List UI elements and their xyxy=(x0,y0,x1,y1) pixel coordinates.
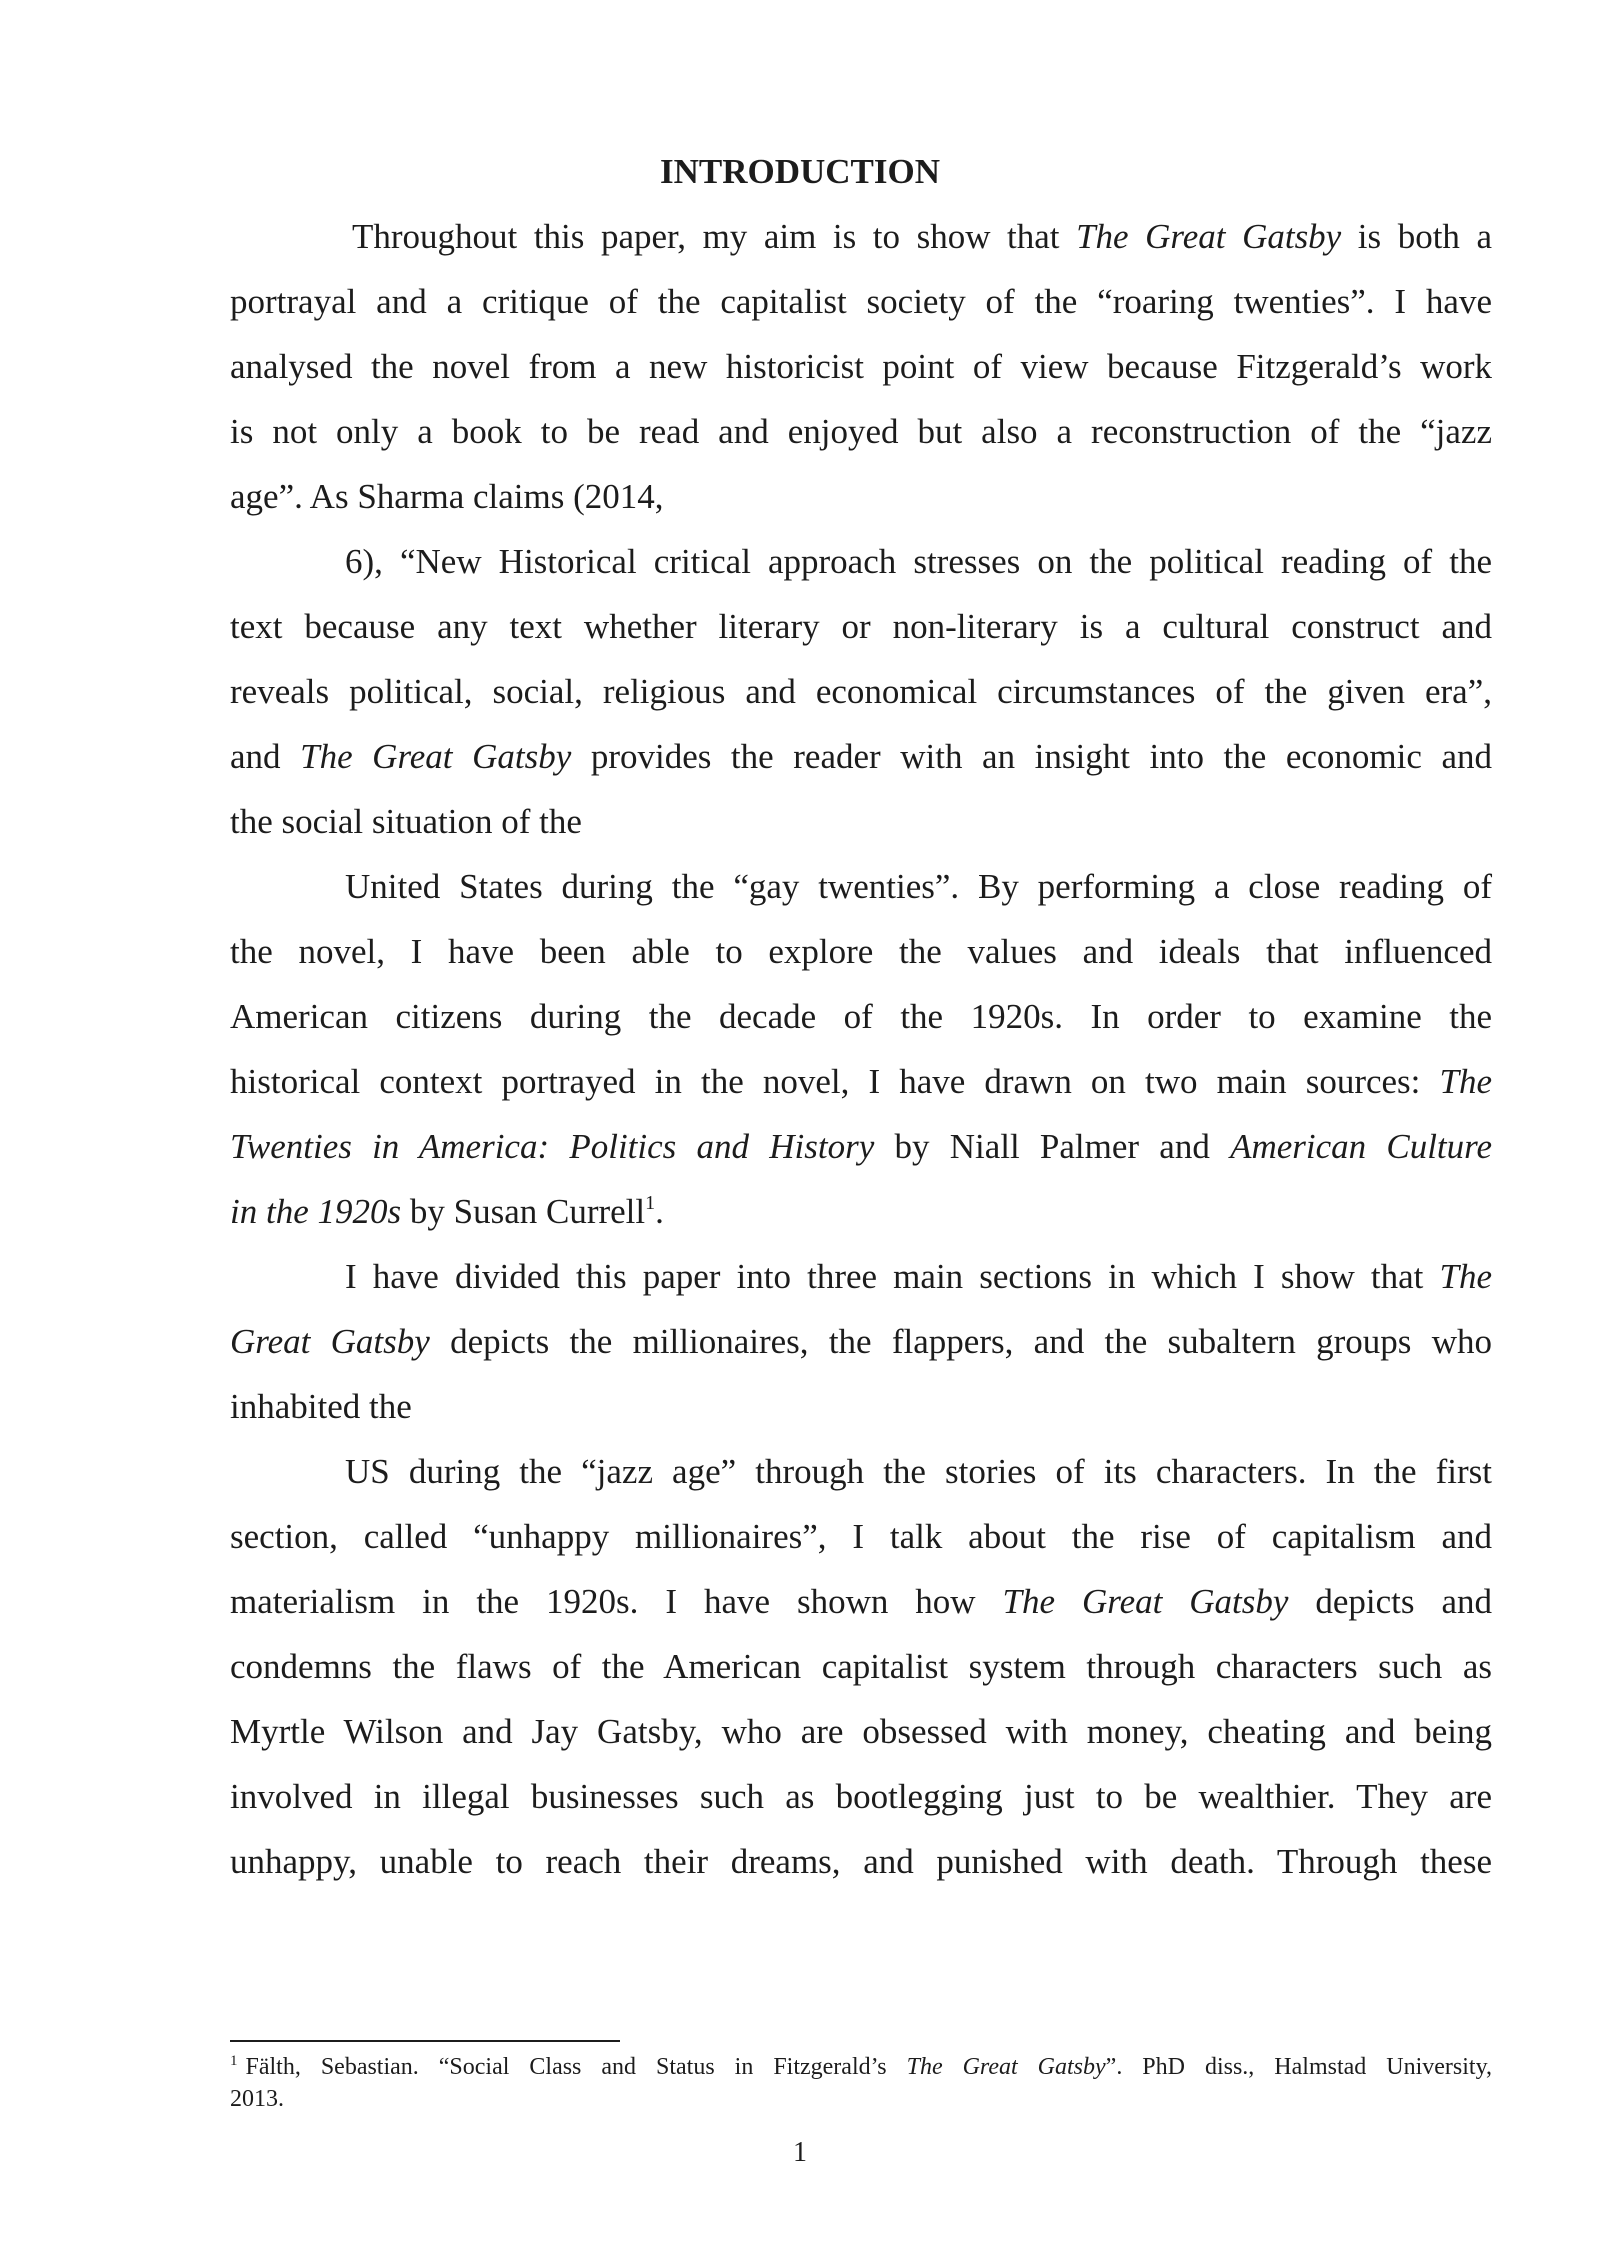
paragraph-5-line-7: unhappy, unable to reach their dreams, and punished with death. Through these xyxy=(230,1842,1492,1881)
paragraph-1-line-5: age”. As Sharma claims (2014, xyxy=(230,477,664,516)
text-fragment: Throughout this paper, my aim is to show that xyxy=(352,217,1077,256)
book-title-italic: The Great Gatsby xyxy=(906,2054,1106,2080)
paragraph-3-line-2: the novel, I have been able to explore the values and ideals that influenced xyxy=(230,932,1492,971)
paragraph-5-line-1: US during the “jazz age” through the stories of its characters. In the first xyxy=(345,1452,1492,1491)
text-fragment: ”. PhD diss., Halmstad University, xyxy=(1105,2054,1493,2080)
paragraph-3-line-1: United States during the “gay twenties”. By performing a close reading of xyxy=(345,867,1492,906)
paragraph-1-line-3: analysed the novel from a new historicist point of view because Fitzgerald’s work xyxy=(230,347,1492,386)
paragraph-3-line-6 xyxy=(230,1190,1492,1234)
paragraph-4-line-1 xyxy=(345,1255,1492,1299)
paragraph-2-line-3: reveals political, social, religious and economical circumstances of the given era”, xyxy=(230,672,1492,711)
paragraph-2-line-5: the social situation of the xyxy=(230,802,582,841)
book-title-italic: American Culture xyxy=(1230,1127,1493,1166)
footnote-line-1 xyxy=(230,2052,1492,2082)
book-title-italic: The Great Gatsby xyxy=(1076,217,1342,256)
text-fragment: Fälth, Sebastian. “Social Class and Status in Fitzgerald’s xyxy=(245,2054,907,2080)
text-fragment: depicts and xyxy=(1288,1582,1492,1621)
footnote-number: 1 xyxy=(230,2053,238,2069)
text-fragment: and xyxy=(230,737,301,776)
book-title-italic: The Great Gatsby xyxy=(300,737,572,776)
paragraph-4-line-3: inhabited the xyxy=(230,1387,412,1426)
text-fragment: I have divided this paper into three main sections in which I show that xyxy=(345,1257,1440,1296)
book-title-italic: The xyxy=(1439,1062,1492,1101)
page-title: INTRODUCTION xyxy=(659,152,941,191)
paragraph-1-line-4: is not only a book to be read and enjoyed but also a reconstruction of the “jazz xyxy=(230,412,1492,451)
text-fragment: by Niall Palmer and xyxy=(874,1127,1231,1166)
paragraph-2-line-2: text because any text whether literary or non-literary is a cultural construct and xyxy=(230,607,1492,646)
text-fragment: by Susan Currell xyxy=(401,1192,646,1231)
text-fragment: historical context portrayed in the novel, I have drawn on two main sources: xyxy=(230,1062,1440,1101)
footnote-reference[interactable]: 1 xyxy=(645,1192,656,1214)
paragraph-5-line-2: section, called “unhappy millionaires”, I talk about the rise of capitalism and xyxy=(230,1517,1492,1556)
paragraph-5-line-6: involved in illegal businesses such as bootlegging just to be wealthier. They are xyxy=(230,1777,1492,1816)
paragraph-3-line-3: American citizens during the decade of the 1920s. In order to examine the xyxy=(230,997,1492,1036)
book-title-italic: Twenties in America: Politics and History xyxy=(230,1127,875,1166)
footnote-line-2: 2013. xyxy=(230,2086,284,2112)
book-title-italic: Great Gatsby xyxy=(230,1322,430,1361)
text-fragment: depicts the millionaires, the flappers, and the subaltern groups who xyxy=(429,1322,1492,1361)
paragraph-5-line-3 xyxy=(230,1580,1492,1624)
paragraph-5-line-4: condemns the flaws of the American capitalist system through characters such as xyxy=(230,1647,1492,1686)
book-title-italic: The Great Gatsby xyxy=(1002,1582,1289,1621)
text-fragment: is both a xyxy=(1341,217,1493,256)
paragraph-1-line-2: portrayal and a critique of the capitalist society of the “roaring twenties”. I have xyxy=(230,282,1492,321)
book-title-italic: The xyxy=(1439,1257,1492,1296)
text-fragment: provides the reader with an insight into the economic and xyxy=(571,737,1492,776)
page-number: 1 xyxy=(793,2137,807,2168)
text-fragment: materialism in the 1920s. I have shown how xyxy=(230,1582,1003,1621)
paragraph-2-line-1: 6), “New Historical critical approach stresses on the political reading of the xyxy=(345,542,1492,581)
paragraph-4-line-2 xyxy=(230,1320,1492,1364)
paragraph-2-line-4 xyxy=(230,735,1492,779)
book-title-italic: in the 1920s xyxy=(230,1192,402,1231)
paragraph-1-line-1 xyxy=(352,215,1492,259)
text-fragment: . xyxy=(655,1192,664,1231)
paragraph-3-line-4 xyxy=(230,1060,1492,1104)
paragraph-5-line-5: Myrtle Wilson and Jay Gatsby, who are obsessed with money, cheating and being xyxy=(230,1712,1492,1751)
paragraph-3-line-5 xyxy=(230,1125,1492,1169)
footnote-divider xyxy=(230,2040,620,2042)
